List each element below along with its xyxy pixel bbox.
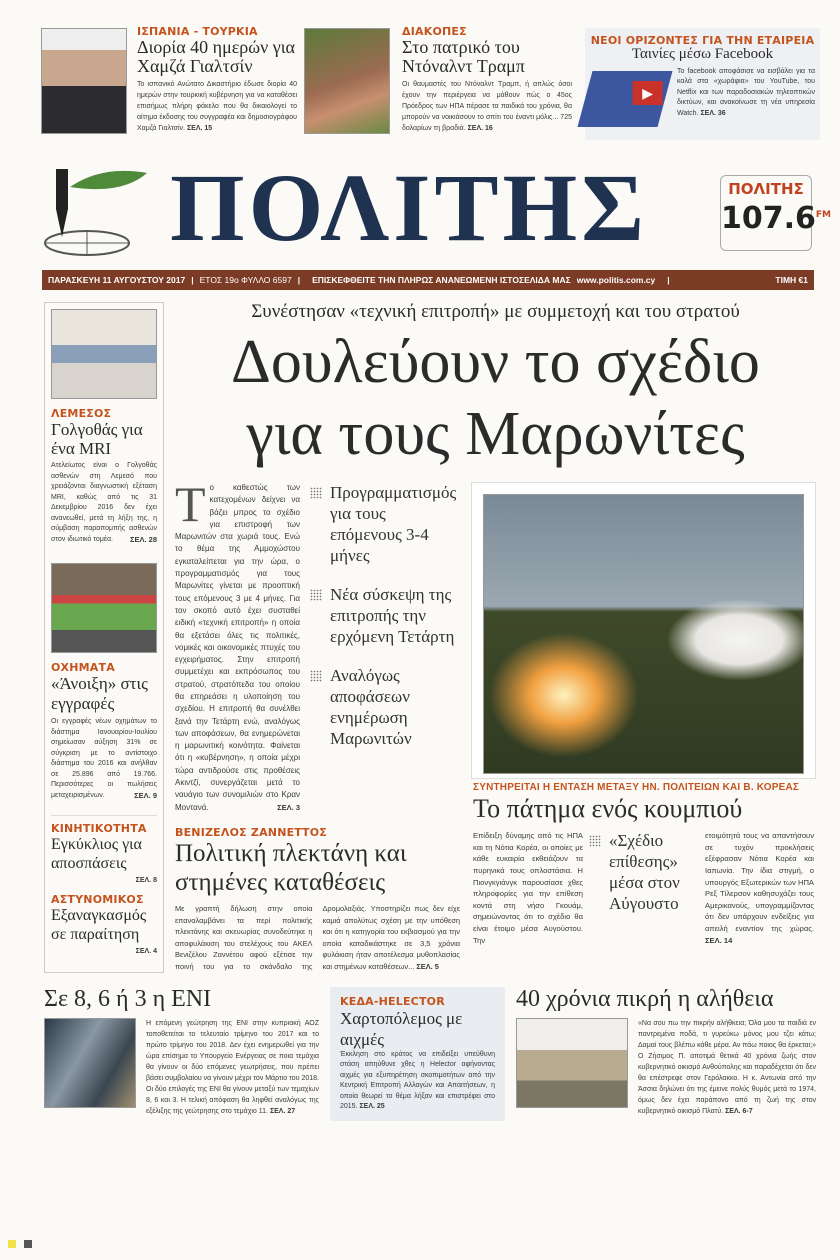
body: Οι θαυμαστές του Ντόναλντ Τραμπ, ή απλώς όσοι έχουν την περιέργεια να μάθουν πώς ο 45ος Πρόεδρος των ΗΠΑ πέρασε τα παιδικά του χρόνια, θα μπορούν να νοικιάσουν το σπίτι του έναντι μόλις... 725 δολαρίων τη βραδιά.	[402, 80, 572, 132]
kicker: ΚΙΝΗΤΙΚΟΤΗΤΑ	[51, 822, 147, 835]
website-link[interactable]: www.politis.com.cy	[576, 275, 656, 285]
dropcap: Τ	[175, 475, 206, 532]
left-sidebar	[44, 302, 164, 973]
page-ref: ΣΕΛ. 28	[129, 534, 157, 544]
body: Η επόμενη γεώτρηση της ΕΝΙ στην κυπριακή ΑΟΖ τοποθετείται το τελευταίο τρίμηνο του 2017 και το πρώτο τρίμηνο του 2018. Δεν έχει ενημερωθεί για την ώρα επίσημα το Υπουργείο Ενέργειας σε ποια τεμάχια θα γίνουν οι δύο επόμενες γεωτρήσεις, που πρέπει βάσει συμβολαίου να γίνουν μέχρι τον Μάρτιο του 2018. Οι δύο επιλογές της ΕΝΙ θα γίνουν μεταξύ των τεμαχίων 8, 6 και 3. Η τελική απόφαση θα ληφθεί αναλόγως της εξέλιξης της γεώτρησης στο τεμάχιο 11.	[146, 1019, 319, 1115]
kicker: ΛΕΜΕΣΟΣ	[51, 407, 112, 420]
page-ref: ΣΕΛ. 5	[416, 961, 439, 971]
kicker: ΔΙΑΚΟΠΕΣ	[402, 25, 467, 38]
lead-body	[175, 475, 300, 814]
page-ref: ΣΕΛ. 3	[277, 802, 300, 812]
page-ref: ΣΕΛ. 25	[359, 1103, 385, 1111]
refugee-settlement-photo	[516, 1018, 628, 1108]
bottom-row	[44, 987, 816, 1121]
korea-headline[interactable]: Το πάτημα ενός κουμπιού	[473, 793, 743, 823]
headline-line: Δουλεύουν το σχέδιο	[231, 327, 760, 396]
page-ref: ΣΕΛ. 16	[467, 124, 493, 132]
issue-number: ΕΤΟΣ 19ο ΦΥΛΛΟ 6597	[199, 275, 292, 285]
headline: Εγκύκλιος για αποσπάσεις	[51, 836, 142, 872]
radio-fm: FM	[815, 210, 832, 220]
kicker: ΟΧΗΜΑΤΑ	[51, 661, 115, 674]
dots-icon	[589, 835, 601, 847]
sidebar-story-police[interactable]	[51, 893, 157, 958]
lead-subtitle: Συνέστησαν «τεχνική επιτροπή» με συμμετοχή και του στρατού	[251, 301, 740, 322]
page-ref: ΣΕΛ. 6-7	[725, 1107, 753, 1115]
page-ref: ΣΕΛ. 4	[135, 948, 157, 956]
bullet-item	[310, 665, 460, 749]
center-column	[175, 475, 460, 973]
headline: Χαρτοπόλεμος με αιχμές	[340, 1008, 463, 1049]
kicker: ΚΕΔΑ-HELECTOR	[340, 994, 445, 1008]
headline: Πολιτική πλεκτάνη και στημένες καταθέσεις	[175, 839, 407, 896]
masthead-title: ΠΟΛΙΤΗΣ	[170, 154, 648, 261]
bullet-text: Αναλόγως αποφάσεων ενημέρωση Μαρωνιτών	[330, 665, 412, 748]
body: ο καθεστώς των κατεχομένων δείχνει να βάζει μπρος το σχέδιο για επιστροφή των Μαρωνιτών στα χωριά τους. Ενώ το θέμα της Αμμοχώστου εγκαταλείπεται για την ώρα, ο προγραμματισμός για τους Μαρωνίτες γίνεται με προοπτική τους επόμενους 3 με 4 μήνες. Για τον σκοπό αυτό έχει συσταθεί ειδική «τεχνική επιτροπή» η οποία θα εξετάσει όλες τις πολιτικές, νομικές και οικονομικές πτυχές του εγχειρήματος. Στην επιτροπή συμμετέχει και εκπρόσωπος του στρατού, στρατόπεδα του οποίου θα επηρεάσει η υλοποίηση του σχεδίου. Η επιτροπή θα συνέλθει ξανά την Τετάρτη ενώ, αναλόγως των αποφάσεων, θα ενημερώνεται η μαρωνιτική κοινότητα. Φαίνεται ότι η «κυβέρνηση», η οποία μέχρι τώρα αντιδρούσε στις προθέσεις Ακιντζί, συνεργάζεται μετά το ναυάγιο των συνομιλιών στο Κραν Μοντανά.	[175, 482, 300, 812]
kicker: ΝΕΟΙ ΟΡΙΖΟΝΤΕΣ ΓΙΑ ΤΗΝ ΕΤΑΙΡΕΙΑ	[590, 34, 815, 47]
date-bar: ΠΑΡΑΣΚΕΥΗ 11 ΑΥΓΟΥΣΤΟΥ 2017 | ΕΤΟΣ 19ο ΦΥΛΛΟ 6597 | ΕΠΙΣΚΕΦΘΕΙΤΕ ΤΗΝ ΠΛΗΡΩΣ ΑΝΑΝΕΩΜΕΝΗ ΙΣΤΟΣΕΛΙΔΑ ΜΑΣ www.politis.com.cy | ΤΙΜΗ €1	[42, 270, 814, 290]
mri-photo	[51, 309, 157, 399]
kicker: ΑΣΤΥΝΟΜΙΚΟΣ	[51, 893, 144, 907]
body: Επίδειξη δύναμης από τις ΗΠΑ και τη Νότια Κορέα, οι οποίες με κάθε ευκαιρία εκθειάζουν τα πυρηνικά τους οπλοστάσια. Η Πιονγκγιάνγκ παρουσίασε χθες πληροφορίες για την επίθεση κοντά στη νήσο Γκουάμ, σημειώνοντας ότι το σχέδιο θα είναι έτοιμο μέσα Αυγούστου. Την	[473, 831, 583, 945]
body: Έκκληση στο κράτος να επιδείξει υπεύθυνη στάση απηύθυνε χθες η Helector αφήνοντας αιχμές για εξυπηρέτηση σκοπιμοτήτων από την Κεντρική Επιτροπή Αλλαγών και Απαιτήσεων, η οποία θεωρεί το θέμα λήξαν και επιστρέφει στο 2015.	[340, 1050, 495, 1111]
body: Το ισπανικό Ανώτατο Δικαστήριο έδωσε διορία 40 ημερών στην τουρκική κυβέρνηση για να καταθέσει επισήμως πλήρη φάκελο που θα δικαιολογεί το αίτημα έκδοσης του συγγραφέα και δημοσιογράφου Χαμζά Γιαλτσίν.	[137, 80, 297, 132]
story-eni[interactable]	[44, 987, 319, 1117]
drilling-photo	[44, 1018, 136, 1108]
teaser-facebook[interactable]	[585, 28, 820, 140]
page-ref: ΣΕΛ. 36	[700, 109, 726, 117]
sidebar-story-mri[interactable]	[51, 407, 157, 545]
bullet-text: Προγραμματισμός για τους επόμενους 3-4 μήνες	[330, 482, 457, 565]
facebook-video-icon: ▶	[577, 71, 672, 127]
issue-date: ΠΑΡΑΣΚΕΥΗ 11 ΑΥΓΟΥΣΤΟΥ 2017	[48, 275, 186, 285]
body: ετοιμότητά τους να απαντήσουν σε τυχόν προκλήσεις εξέφρασαν Νότια Κορέα και Ιαπωνία. Την ίδια στιγμή, ο υπουργός Εξωτερικών των ΗΠΑ Ρεξ Τίλερσον καθησυχάζει τους Αμερικανούς, υπογραμμίζοντας ότι δεν υπάρχουν ενδείξεις για απειλή εναντίον της χώρας.	[705, 831, 814, 933]
missile-launch-photo	[483, 494, 804, 774]
korea-kicker: ΣΥΝΤΗΡΕΙΤΑΙ Η ΕΝΤΑΣΗ ΜΕΤΑΞΥ ΗΝ. ΠΟΛΙΤΕΙΩΝ ΚΑΙ Β. ΚΟΡΕΑΣ	[473, 781, 800, 793]
teaser-yaltsin[interactable]	[137, 25, 297, 134]
kicker: ΒΕΝΙΖΕΛΟΣ ΖΑΝΝΕΤΤΟΣ	[175, 825, 327, 839]
story-40-years[interactable]	[516, 987, 816, 1117]
website-promo: ΕΠΙΣΚΕΦΘΕΙΤΕ ΤΗΝ ΠΛΗΡΩΣ ΑΝΑΝΕΩΜΕΝΗ ΙΣΤΟΣΕΛΙΔΑ ΜΑΣ	[312, 275, 571, 285]
politis-logo-icon	[42, 165, 154, 257]
headline: Διορία 40 ημερών για Χαμζά Γιαλτσίν	[137, 37, 295, 76]
cars-photo	[51, 563, 157, 653]
sidebar-story-vehicles[interactable]	[51, 661, 157, 801]
headline: 40 χρόνια πικρή η αλήθεια	[516, 985, 774, 1012]
korea-body-1	[473, 830, 583, 946]
dots-icon	[310, 670, 322, 682]
dots-icon	[310, 589, 322, 601]
story-zannettos[interactable]	[175, 826, 460, 973]
bullet-text: Νέα σύσκεψη της επιτροπής την ερχόμενη Τετάρτη	[330, 584, 455, 646]
body: «Να σου πω την πικρήν αλήθκεια; Όλα μου τα παιδιά εν παντρεμένα ποδά, τι γυρεύκω μόνος μου τζει κάτω; Δαμαί τους βλέπω κάθε μέρα. Αν πάω ποιος θα έρκεται;» Ο Ζήσιμος Π. αποτιμά θετικά 40 χρόνια ζωής στον κυβερνητικό οικισμό Ανθούπολης και παραδέχεται ότι δεν θα επέστρεφε στον Γερόλακκο. Η κ. Αντωνία από την Άσσια δηλώνει ότι της έμεινε πολύς θυμός μετά το 1974, όμως δεν έχει παράπονο από τη ζωή της στον κυβερνητικό οικισμό Πλατύ.	[638, 1019, 816, 1115]
main-content	[44, 302, 816, 1121]
page-ref: ΣΕΛ. 15	[186, 124, 213, 132]
radio-badge[interactable]	[720, 175, 832, 251]
headline-line: για τους Μαρωνίτες	[246, 399, 745, 468]
kicker: ΙΣΠΑΝΙΑ - ΤΟΥΡΚΙΑ	[137, 25, 258, 38]
page-ref: ΣΕΛ. 9	[134, 790, 157, 800]
lead-headline[interactable]	[175, 326, 816, 470]
price: ΤΙΜΗ €1	[775, 275, 808, 285]
body: Ατελείωτος είναι ο Γολγοθάς ασθενών στη Λεμεσό που χρειάζονται διαγνωστική εξέταση MRI, καθώς από τις 31 Δεκεμβρίου 2016 δεν έχει ανανεωθεί, μετά τη λήξη της, η σύμβαση παραπομπής ασθενών στον ιδιωτικό τομέα.	[51, 462, 157, 543]
headline: Γολγοθάς για ένα MRI	[51, 420, 143, 458]
trump-house-photo	[304, 28, 390, 134]
print-registration-mark	[8, 1240, 16, 1248]
korea-pullquote	[589, 830, 699, 914]
bullet-item	[310, 584, 460, 647]
headline: «Άνοιξη» στις εγγραφές	[51, 674, 148, 713]
page-ref: ΣΕΛ. 27	[269, 1107, 296, 1115]
headline: Εξαναγκασμός σε παραίτηση	[51, 907, 147, 944]
radio-frequency: 107.6	[721, 201, 816, 236]
lead-header	[175, 302, 816, 482]
dots-icon	[310, 487, 322, 499]
korea-body-2	[705, 830, 814, 946]
bullet-item	[310, 482, 460, 566]
sidebar-story-mobility[interactable]	[51, 815, 157, 887]
yaltsin-photo	[41, 28, 127, 134]
headline: Ταινίες μέσω Facebook	[631, 46, 774, 62]
page-ref: ΣΕΛ. 14	[705, 935, 733, 945]
missile-photo-frame	[471, 482, 816, 779]
right-column	[471, 482, 816, 946]
headline: Σε 8, 6 ή 3 η ΕΝΙ	[44, 985, 212, 1012]
headline: Στο πατρικό του Ντόναλντ Τραμπ	[402, 37, 525, 76]
print-registration-mark	[24, 1240, 32, 1248]
story-helector[interactable]	[330, 987, 505, 1121]
page-ref: ΣΕΛ. 8	[135, 877, 157, 884]
body: Το facebook αποφάσισε να εισβάλει για τα καλά στα «χωράφια» του YouTube, του Netflix και των παραδοσιακών τηλεοπτικών δικτύων, και ανακοίνωσε τη νέα υπηρεσία Watch.	[677, 67, 815, 117]
teaser-trump[interactable]	[402, 25, 572, 134]
body: Με γραπτή δήλωση στην οποία επαναλαμβάνει τα περί πολιτικής πλεκτάνης και σκευωρίας συνοδεύτηκε η αποφυλάκιση του στελέχους του ΑΚΕΛ Βενιζέλου Ζαννέτου αφού εξέτισε την ποινή του για το σκάνδαλο της Δρομολαξιάς. Υποστηρίζει πως δεν είχε καμιά απολύτως σχέση με την υπόθεση και ότι η κατηγορία του εκβιασμού για την οποία καταδικάστηκε σε 3,5 χρόνια φυλάκιση ήταν αποτέλεσμα μυθοπλασίας και στημένων καταθέσεων...	[175, 903, 460, 971]
pullquote-text: «Σχέδιο επίθεσης» μέσα στον Αύγουστο	[609, 831, 680, 914]
radio-name: ΠΟΛΙΤΗΣ	[728, 180, 804, 198]
lead-bullets	[310, 482, 460, 767]
body: Οι εγγραφές νέων οχημάτων το διάστημα Ιανουαρίου-Ιουλίου σημείωσαν αύξηση 31% σε σύγκριση με το αντίστοιχο διάστημα του 2016 και ανήλθαν σε 25.896 από 19.766. Περισσότερες οι πωλήσεις μεταχειρισμένων.	[51, 718, 157, 799]
